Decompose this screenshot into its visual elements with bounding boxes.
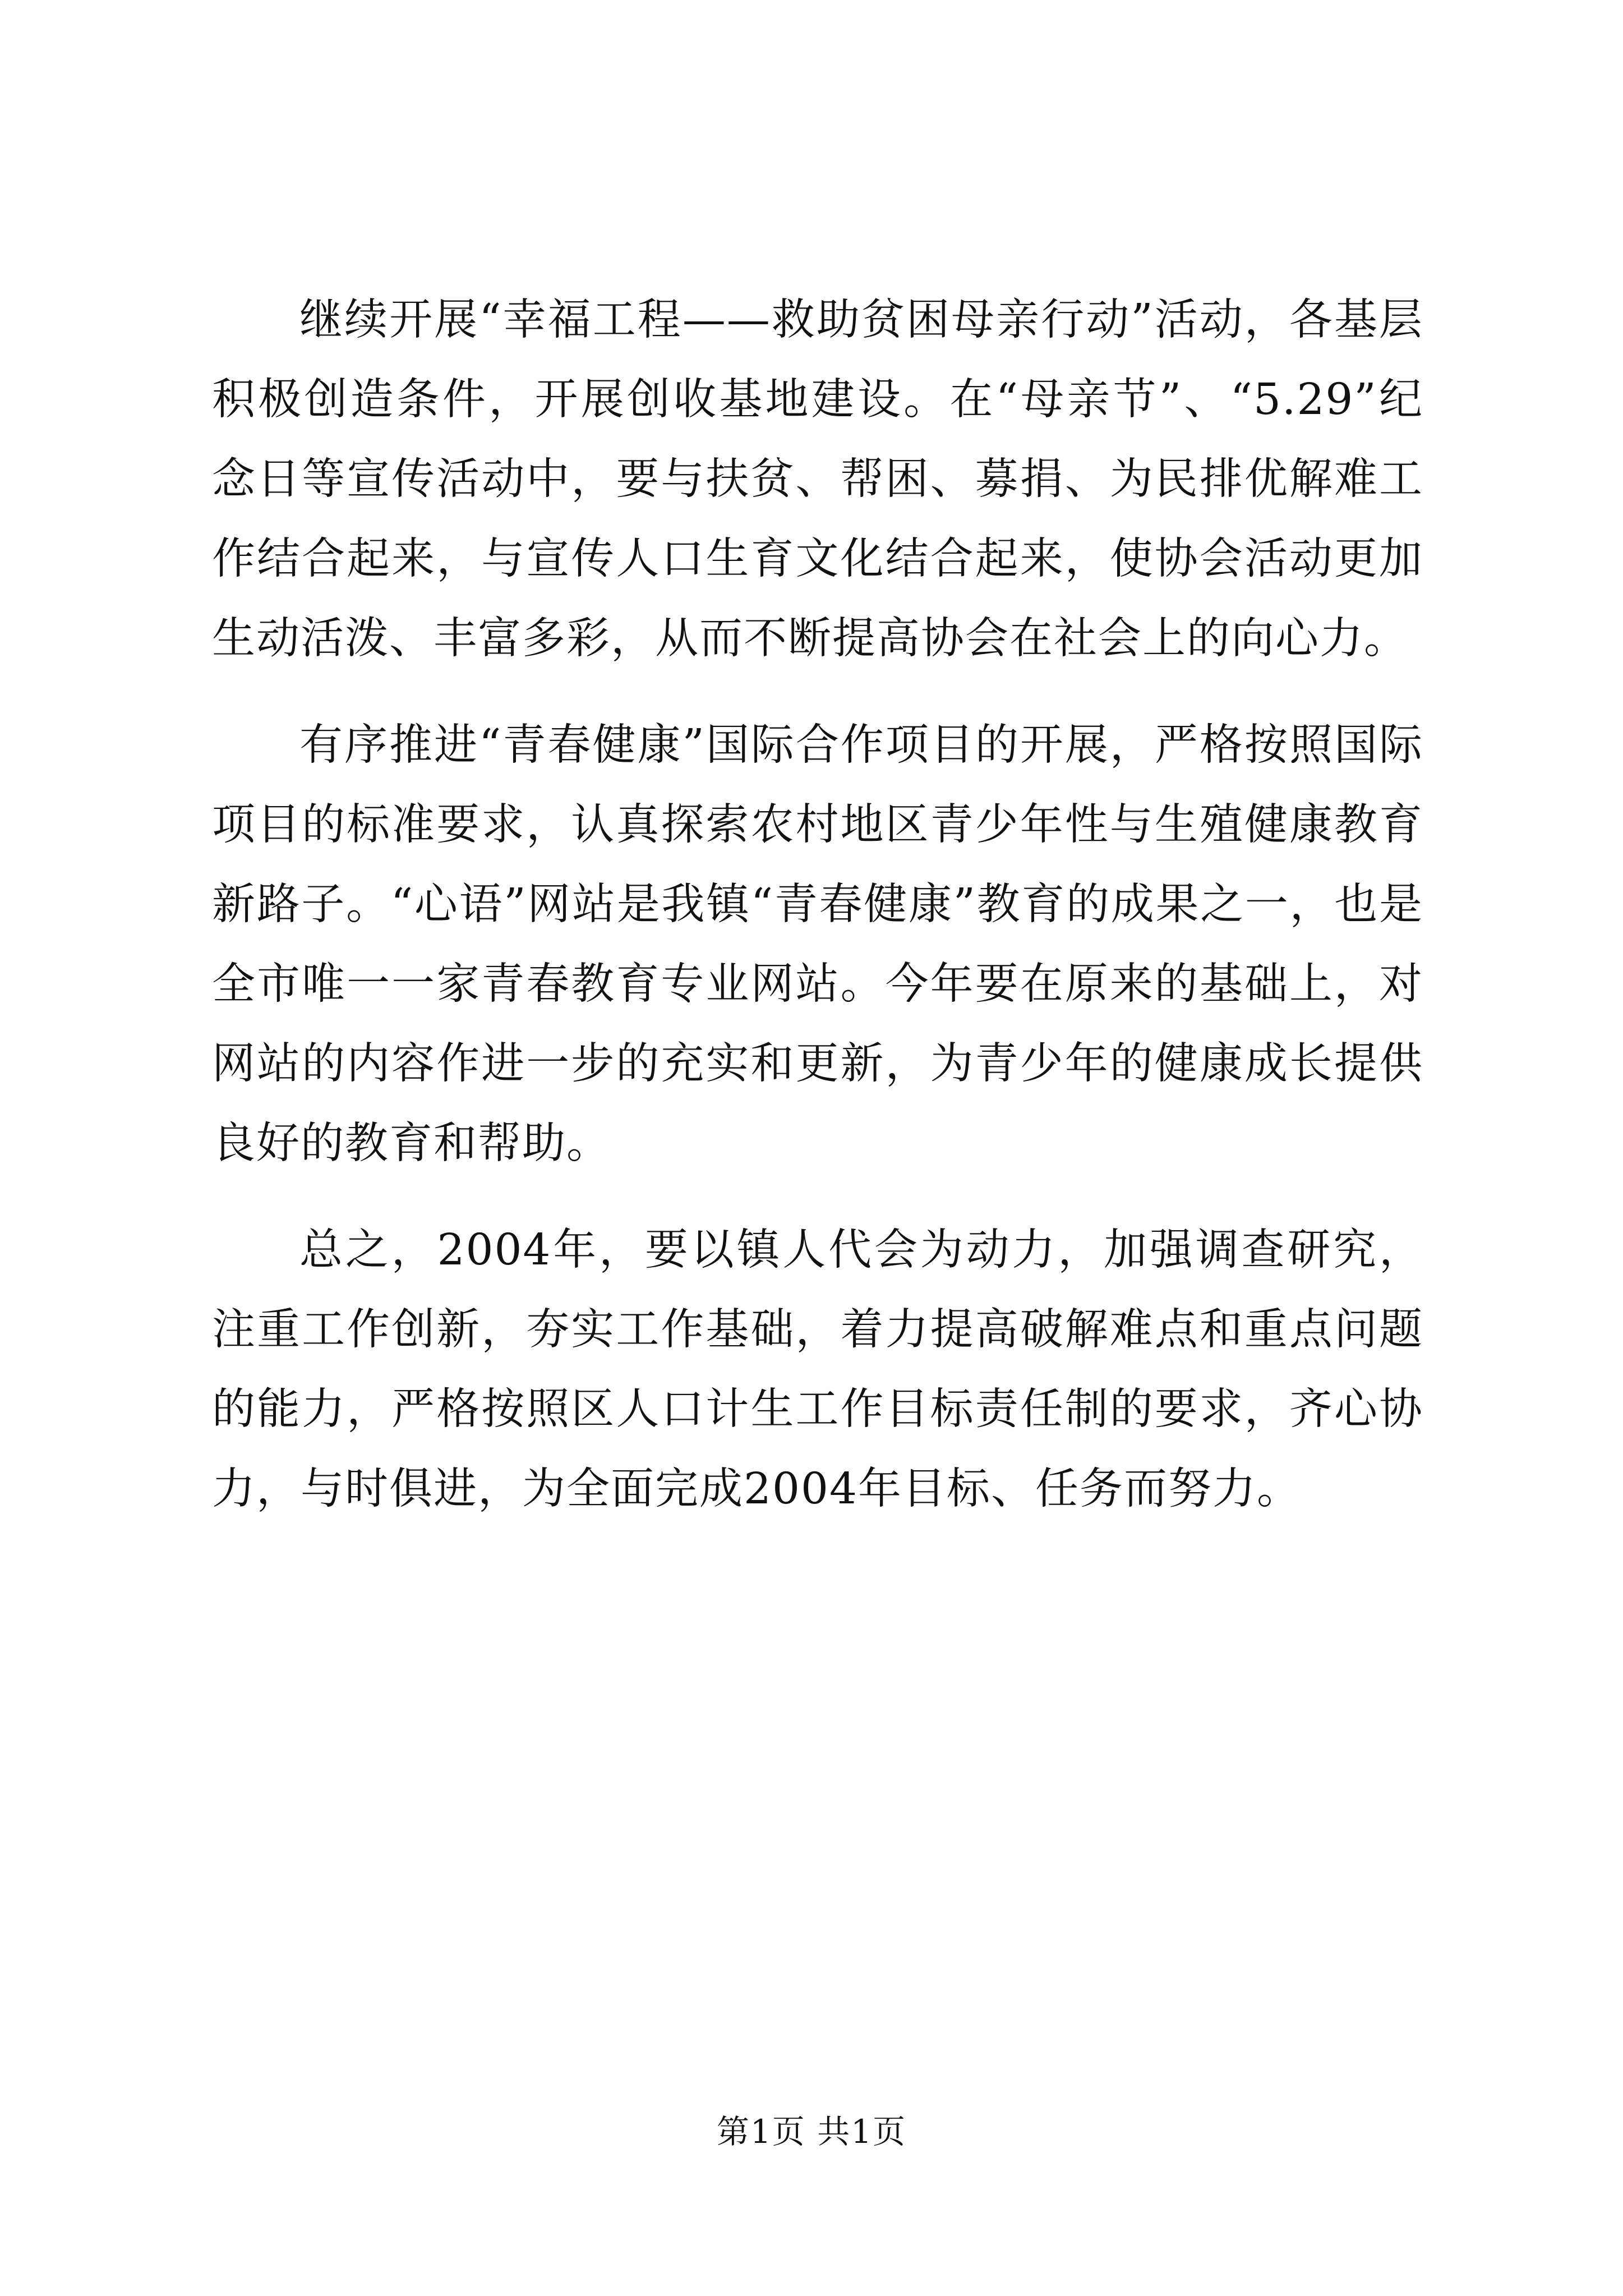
paragraph-youth-health-project: 有序推进“青春健康”国际合作项目的开展，严格按照国际项目的标准要求，认真探索农村地区青少年性与生殖健康教育新路子。“心语”网站是我镇“青春健康”教育的成果之一，也是全市唯一一家青春教育专业网站。今年要在原来的基础上，对网站的内容作进一步的充实和更新，为青少年的健康成长提供良好的教育和帮助。 (212, 720, 1423, 1168)
paragraph-happiness-project: 继续开展“幸福工程——救助贫困母亲行动”活动，各基层积极创造条件，开展创收基地建设。在“母亲节”、“5.29”纪念日等宣传活动中，要与扶贫、帮困、募捐、为民排优解难工作结合起来，与宣传人口生育文化结合起来，使协会活动更加生动活泼、丰富多彩，从而不断提高协会在社会上的向心力。 (212, 295, 1423, 664)
page-footer: 第1页 共1页 (716, 2113, 907, 2151)
document-body (212, 280, 1423, 1556)
paragraph-summary: 总之，2004年，要以镇人代会为动力，加强调查研究，注重工作创新，夯实工作基础，着力提高破解难点和重点问题的能力，严格按照区人口计生工作目标责任制的要求，齐心协力，与时俱进，为全面完成2004年目标、任务而努力。 (212, 1225, 1423, 1514)
